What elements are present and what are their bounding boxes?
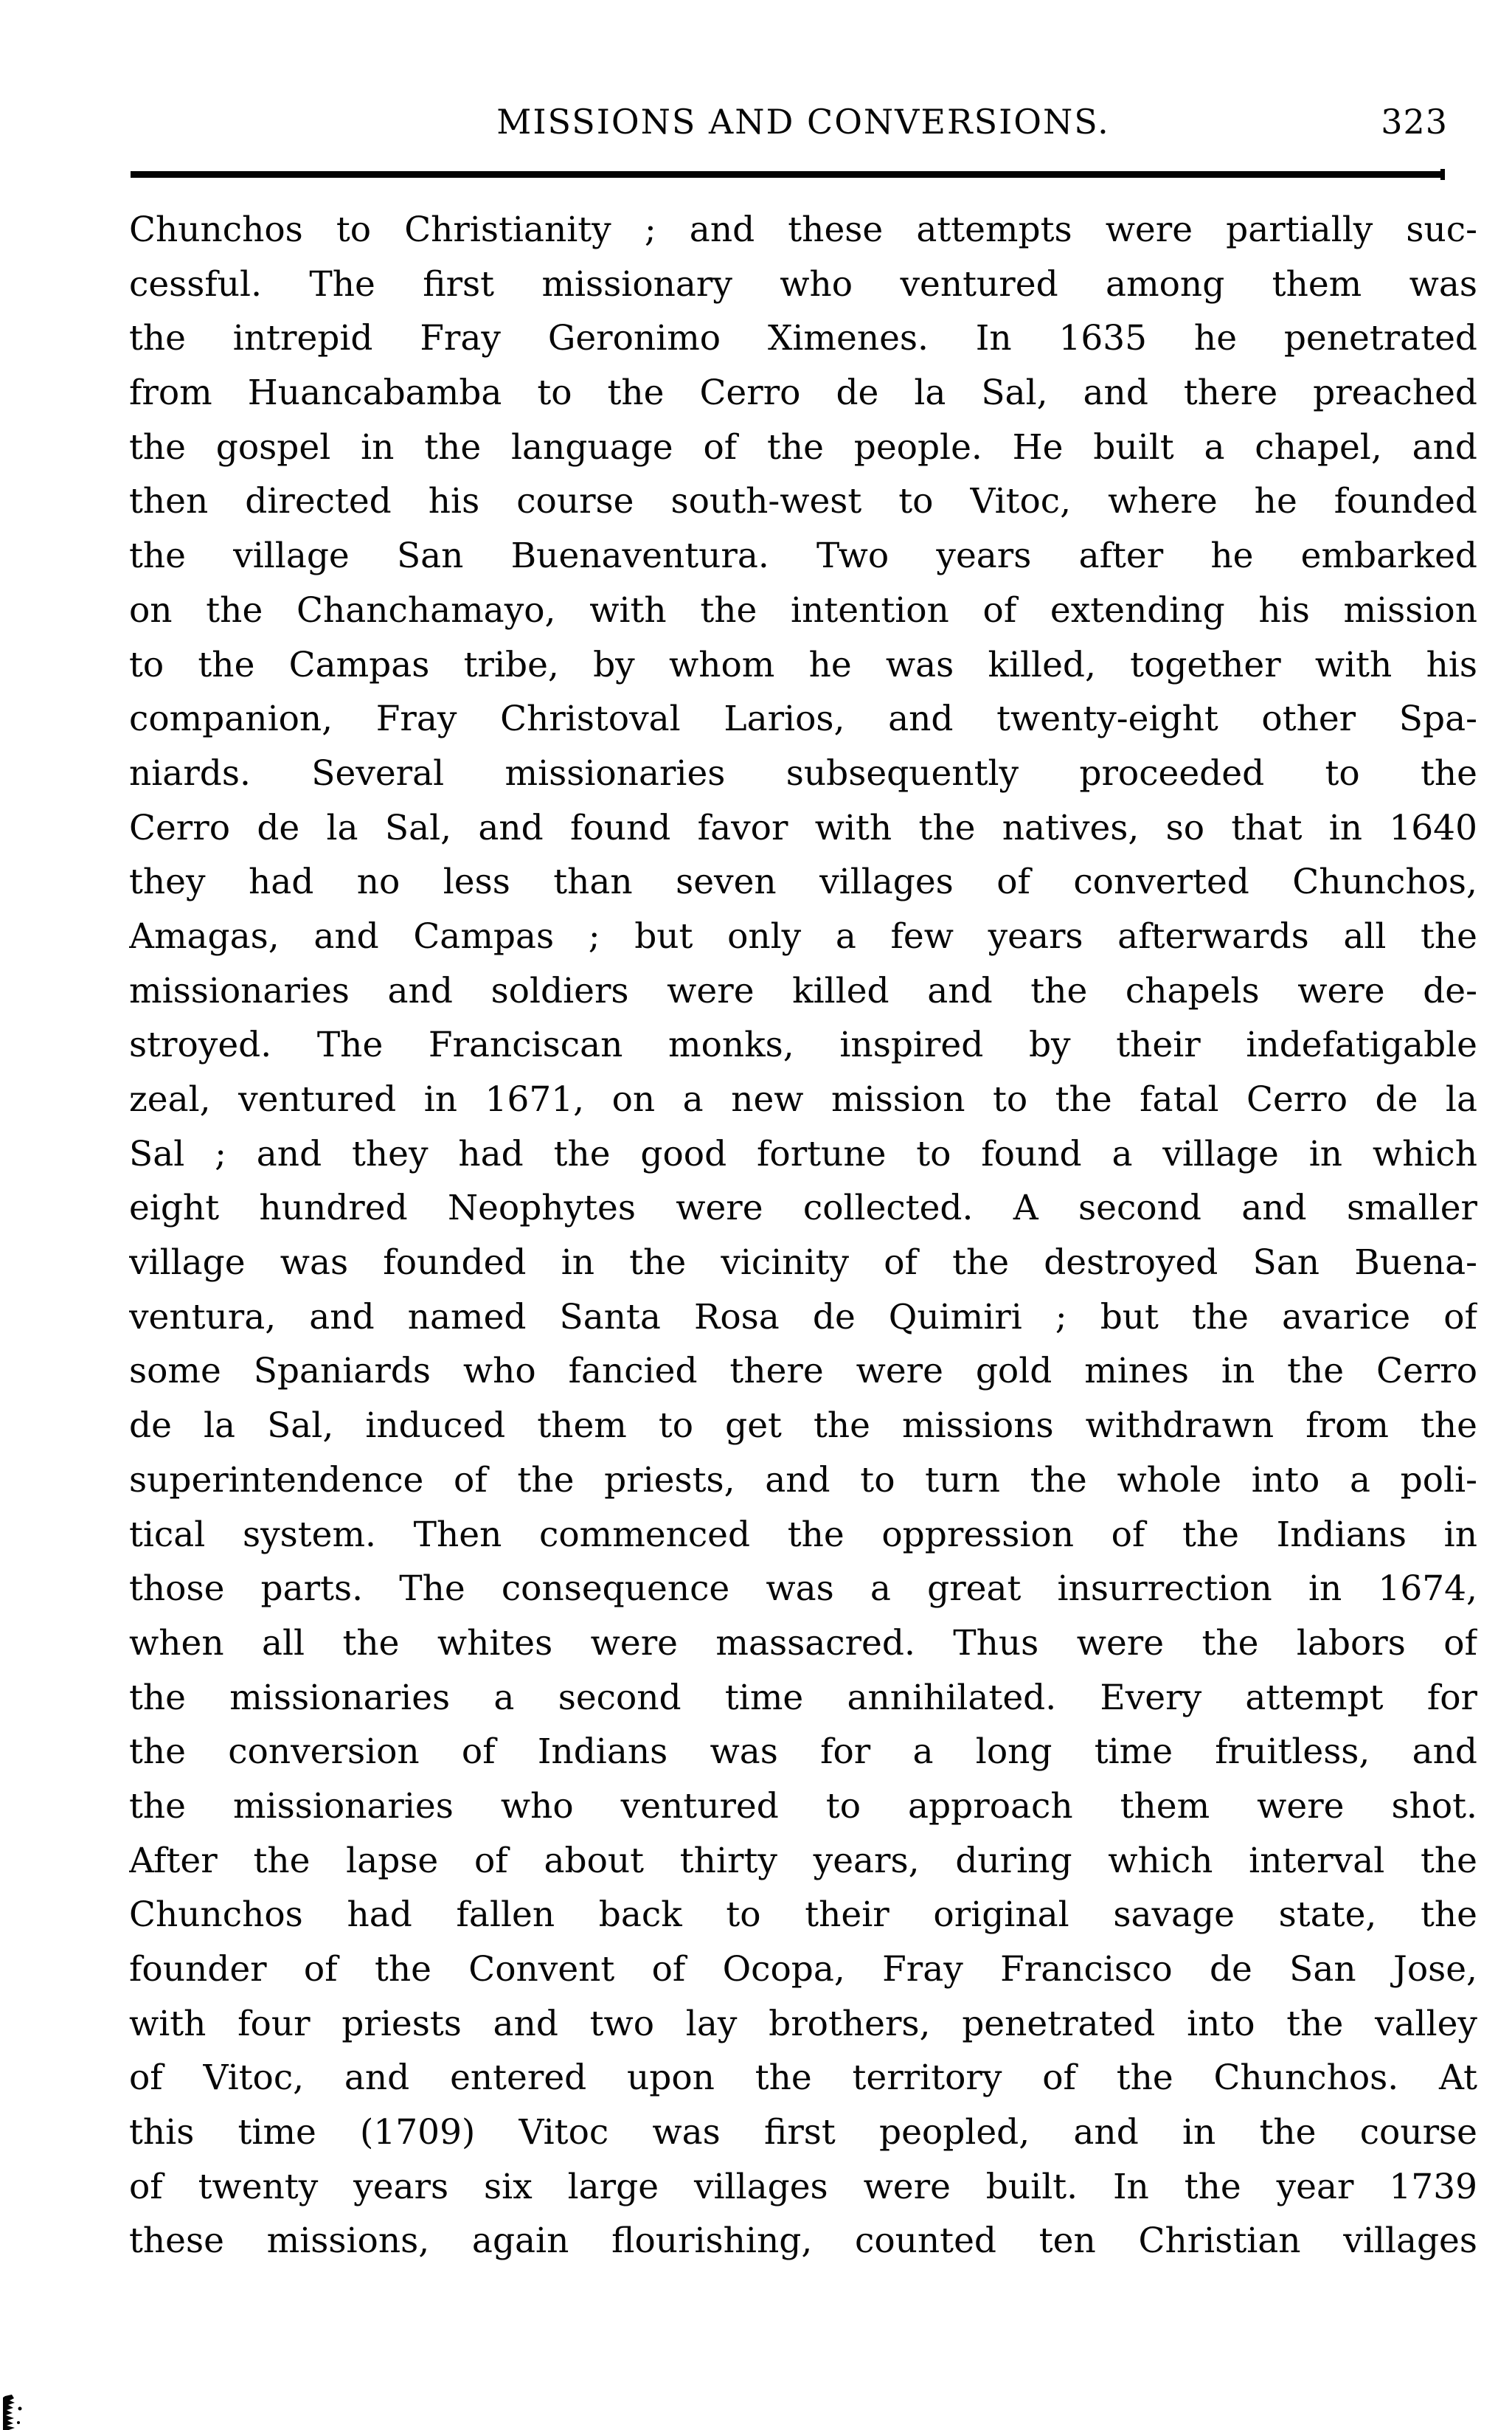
text-line: companion, Fray Christoval Larios, and twenty-eight other Spa- [129, 699, 1477, 740]
text-line: some Spaniards who fancied there were gold mines in the Cerro [129, 1351, 1477, 1392]
text-line: Chunchos had fallen back to their original savage state, the [129, 1894, 1477, 1936]
text-line: the conversion of Indians was for a long time fruitless, and [129, 1731, 1477, 1773]
text-line: Cerro de la Sal, and found favor with the natives, so that in 1640 [129, 807, 1477, 848]
text-line: Sal ; and they had the good fortune to found a village in which [129, 1133, 1477, 1174]
text-line: After the lapse of about thirty years, during which interval the [129, 1840, 1477, 1881]
text-line: ventura, and named Santa Rosa de Quimiri ; but the avarice of [129, 1296, 1477, 1337]
text-line: superintendence of the priests, and to turn the whole into a poli- [129, 1459, 1477, 1500]
text-line: eight hundred Neophytes were collected. A second and smaller [129, 1188, 1477, 1229]
text-line: those parts. The consequence was a great insurrection in 1674, [129, 1568, 1477, 1610]
text-line: the village San Buenaventura. Two years after he embarked [129, 536, 1477, 577]
text-line: the intrepid Fray Geronimo Ximenes. In 1635 he penetrated [129, 318, 1477, 359]
text-line: from Huancabamba to the Cerro de la Sal, and there preached [129, 373, 1477, 414]
text-line: when all the whites were massacred. Thus were the labors of [129, 1622, 1477, 1664]
text-line: these missions, again flourishing, counted ten Christian villages [129, 2220, 1477, 2262]
text-line: village was founded in the vicinity of the destroyed San Buena- [129, 1242, 1477, 1284]
text-line: the missionaries who ventured to approach them were shot. [129, 1785, 1477, 1827]
running-header-title: MISSIONS AND CONVERSIONS. [496, 102, 1110, 142]
body-text [129, 203, 1477, 2268]
text-line: of Vitoc, and entered upon the territory of the Chunchos. At [129, 2057, 1477, 2099]
page-number: 323 [1381, 102, 1448, 142]
text-line: of twenty years six large villages were built. In the year 1739 [129, 2166, 1477, 2207]
text-line: to the Campas tribe, by whom he was killed, together with his [129, 644, 1477, 685]
text-line: tical system. Then commenced the oppression of the Indians in [129, 1514, 1477, 1555]
text-line: then directed his course south-west to Vitoc, where he founded [129, 481, 1477, 522]
text-line: Amagas, and Campas ; but only a few years afterwards all the [129, 915, 1477, 957]
text-line: this time (1709) Vitoc was first peopled, and in the course [129, 2112, 1477, 2153]
text-line: on the Chanchamayo, with the intention of extending his mission [129, 589, 1477, 631]
text-line: stroyed. The Franciscan monks, inspired by their indefatigable [129, 1025, 1477, 1066]
text-line: cessful. The first missionary who ventured among them was [129, 263, 1477, 305]
text-line: missionaries and soldiers were killed and the chapels were de- [129, 970, 1477, 1011]
text-line: the gospel in the language of the people. He built a chapel, and [129, 426, 1477, 468]
text-line: Chunchos to Christianity ; and these attempts were partially suc- [129, 210, 1477, 250]
text-line: with four priests and two lay brothers, penetrated into the valley [129, 2003, 1477, 2044]
text-line: zeal, ventured in 1671, on a new mission to the fatal Cerro de la [129, 1079, 1477, 1120]
header-rule [131, 171, 1445, 178]
ink-smudge [3, 2395, 32, 2430]
text-line: they had no less than seven villages of converted Chunchos, [129, 862, 1477, 903]
text-line: founder of the Convent of Ocopa, Fray Francisco de San Jose, [129, 1949, 1477, 1990]
text-line: niards. Several missionaries subsequently proceeded to the [129, 752, 1477, 794]
text-line: the missionaries a second time annihilated. Every attempt for [129, 1677, 1477, 1718]
text-line: de la Sal, induced them to get the missions withdrawn from the [129, 1405, 1477, 1447]
